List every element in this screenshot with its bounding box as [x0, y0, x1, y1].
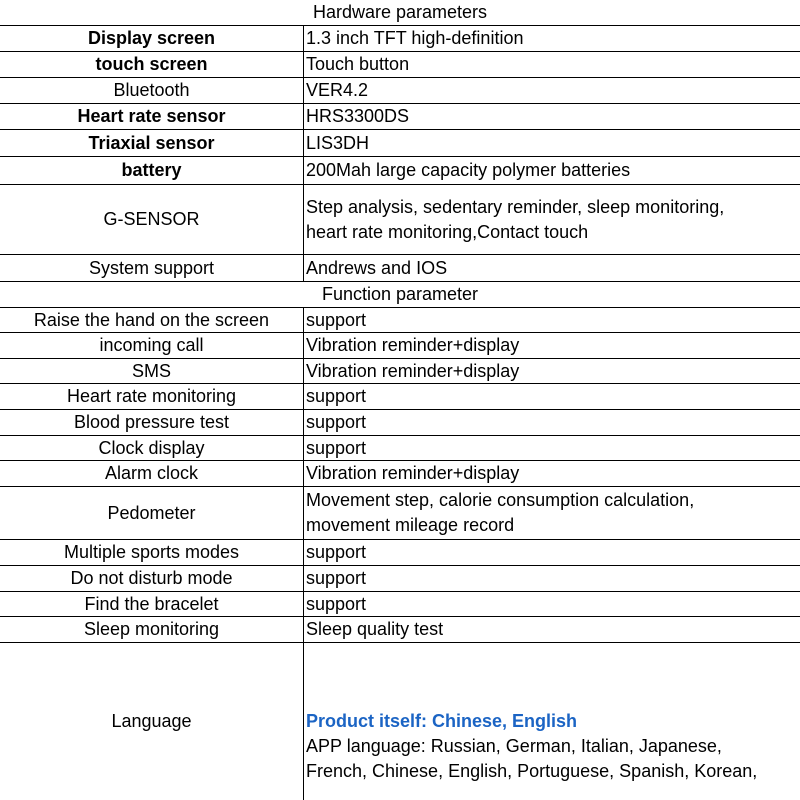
- function-value: [304, 592, 800, 616]
- function-label: Clock display: [0, 436, 304, 460]
- hardware-row: [0, 78, 800, 104]
- function-label: Raise the hand on the screen: [0, 308, 304, 332]
- value-line: support: [306, 309, 367, 330]
- function-value: [304, 359, 800, 383]
- function-value: [304, 384, 800, 409]
- hardware-label: G-SENSOR: [0, 185, 304, 254]
- language-value: [304, 643, 800, 800]
- language-row: [0, 643, 800, 800]
- function-row: [0, 333, 800, 359]
- function-header: Function parameter: [321, 284, 479, 304]
- hardware-label: Display screen: [0, 26, 304, 51]
- function-value: [304, 540, 800, 565]
- function-label: Find the bracelet: [0, 592, 304, 616]
- hardware-label: System support: [0, 255, 304, 281]
- function-row: [0, 566, 800, 592]
- function-value: [304, 308, 800, 332]
- value-line: Touch button: [306, 54, 410, 74]
- hardware-label: Bluetooth: [0, 78, 304, 103]
- hardware-label: battery: [0, 157, 304, 184]
- hardware-value: [304, 130, 800, 156]
- value-line: Vibration reminder+display: [306, 463, 520, 483]
- hardware-row: [0, 255, 800, 282]
- function-label: Do not disturb mode: [0, 566, 304, 591]
- function-row: [0, 487, 800, 540]
- function-row: [0, 436, 800, 461]
- function-value: [304, 461, 800, 486]
- function-label: Multiple sports modes: [0, 540, 304, 565]
- value-line: LIS3DH: [306, 132, 370, 153]
- value-line: Step analysis, sedentary reminder, sleep monitoring,: [306, 196, 725, 217]
- function-value: [304, 617, 800, 642]
- language-label: Language: [0, 643, 304, 800]
- function-row: [0, 592, 800, 617]
- hardware-row: [0, 26, 800, 52]
- hardware-label: Triaxial sensor: [0, 130, 304, 156]
- hardware-value: [304, 26, 800, 51]
- hardware-row: [0, 130, 800, 157]
- hardware-header: Hardware parameters: [312, 2, 488, 22]
- function-row: [0, 308, 800, 333]
- app-language-line: APP language: Russian, German, Italian, Japanese,: [306, 736, 722, 756]
- function-label: Blood pressure test: [0, 410, 304, 435]
- function-label: Sleep monitoring: [0, 617, 304, 642]
- hardware-value: [304, 104, 800, 129]
- hardware-value: [304, 185, 800, 254]
- value-line: HRS3300DS: [306, 106, 410, 126]
- hardware-row: [0, 185, 800, 255]
- value-line: support: [306, 568, 367, 588]
- function-row: [0, 617, 800, 643]
- value-line: Vibration reminder+display: [306, 360, 520, 381]
- function-value: [304, 436, 800, 460]
- value-line: support: [306, 542, 367, 562]
- value-line: 200Mah large capacity polymer batteries: [306, 160, 631, 180]
- function-label: Heart rate monitoring: [0, 384, 304, 409]
- function-row: [0, 461, 800, 487]
- function-row: [0, 410, 800, 436]
- function-label: incoming call: [0, 333, 304, 358]
- value-line: support: [306, 386, 367, 406]
- value-line: Vibration reminder+display: [306, 335, 520, 355]
- hardware-value: [304, 255, 800, 281]
- hardware-row: [0, 157, 800, 185]
- function-row: [0, 384, 800, 410]
- hardware-label: Heart rate sensor: [0, 104, 304, 129]
- value-line: Sleep quality test: [306, 619, 444, 639]
- hardware-label: touch screen: [0, 52, 304, 77]
- hardware-value: [304, 78, 800, 103]
- hardware-header-row: [0, 0, 800, 26]
- value-line: movement mileage record: [306, 515, 515, 535]
- function-value: [304, 410, 800, 435]
- function-label: Pedometer: [0, 487, 304, 539]
- hardware-value: [304, 52, 800, 77]
- function-value: [304, 487, 800, 539]
- function-value: [304, 566, 800, 591]
- value-line: Andrews and IOS: [306, 257, 448, 278]
- value-line: Movement step, calorie consumption calculation,: [306, 490, 695, 510]
- function-value: [304, 333, 800, 358]
- function-row: [0, 540, 800, 566]
- hardware-row: [0, 52, 800, 78]
- value-line: 1.3 inch TFT high-definition: [306, 28, 524, 48]
- value-line: VER4.2: [306, 80, 369, 100]
- hardware-row: [0, 104, 800, 130]
- value-line: support: [306, 437, 367, 458]
- function-label: SMS: [0, 359, 304, 383]
- function-header-row: [0, 282, 800, 308]
- product-language-line: Product itself: Chinese, English: [306, 711, 578, 731]
- function-label: Alarm clock: [0, 461, 304, 486]
- function-row: [0, 359, 800, 384]
- value-line: support: [306, 593, 367, 614]
- value-line: heart rate monitoring,Contact touch: [306, 221, 589, 242]
- value-line: support: [306, 412, 367, 432]
- hardware-value: [304, 157, 800, 184]
- app-language-line: French, Chinese, English, Portuguese, Spanish, Korean,: [306, 761, 758, 781]
